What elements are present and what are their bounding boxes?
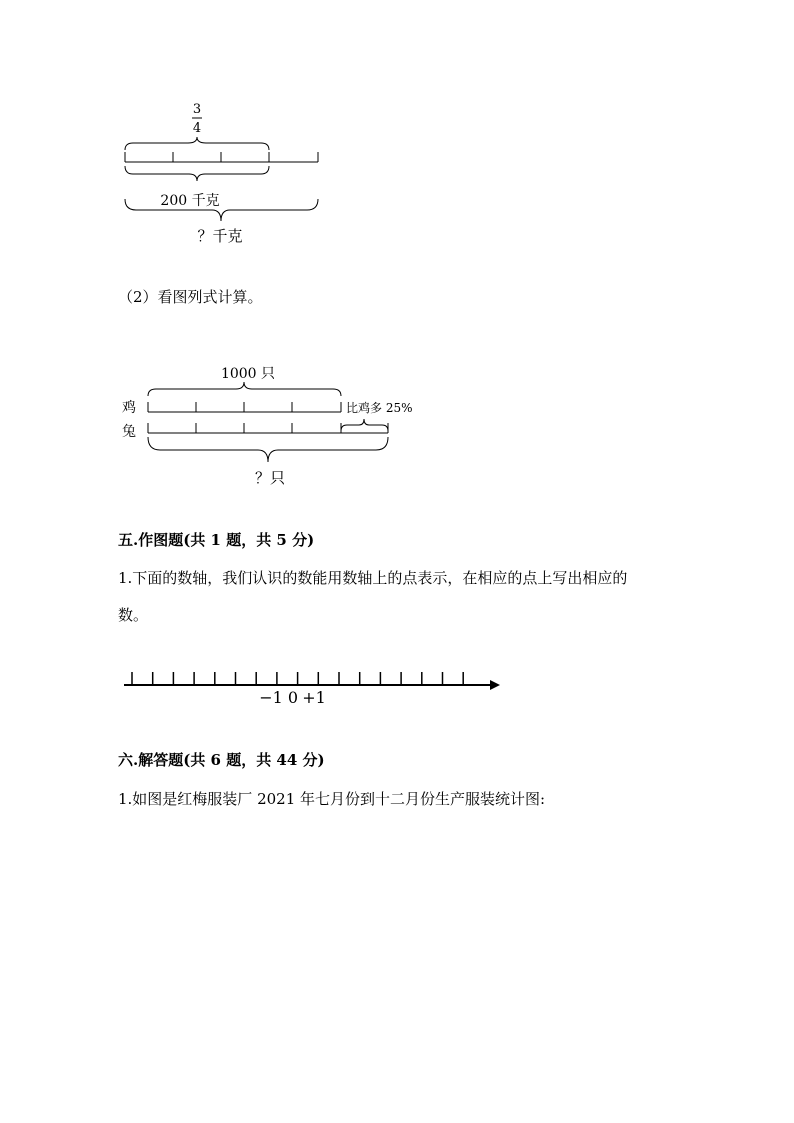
- row2-label: 兔: [122, 424, 136, 440]
- section5-q1-line2: 数。: [118, 606, 149, 624]
- known-label: 200 千克: [160, 193, 220, 209]
- number-line-ticks: [132, 672, 463, 685]
- fraction-denominator: 4: [192, 121, 202, 136]
- extra-label: 比鸡多 25%: [346, 401, 413, 415]
- arrow-head-icon: [490, 680, 500, 690]
- number-line-label-0: 0: [287, 688, 299, 707]
- row1-label: 鸡: [122, 400, 136, 416]
- number-line-label-neg1: −1: [259, 688, 283, 707]
- fraction-numerator: 3: [192, 102, 202, 117]
- number-line-label-pos1: +1: [302, 688, 326, 707]
- top-label: 1000 只: [220, 366, 276, 382]
- part2-label: （2）看图列式计算。: [118, 288, 263, 306]
- section5-q1-line1: 1.下面的数轴，我们认识的数能用数轴上的点表示，在相应的点上写出相应的: [118, 569, 628, 587]
- question-label: ？只: [254, 469, 286, 487]
- section6-q1: 1.如图是红梅服装厂 2021 年七月份到十二月份生产服装统计图:: [118, 790, 546, 808]
- section6-heading: 六.解答题(共 6 题，共 44 分): [118, 751, 325, 769]
- question-label: ？千克: [197, 227, 243, 245]
- section5-heading: 五.作图题(共 1 题，共 5 分): [118, 531, 315, 549]
